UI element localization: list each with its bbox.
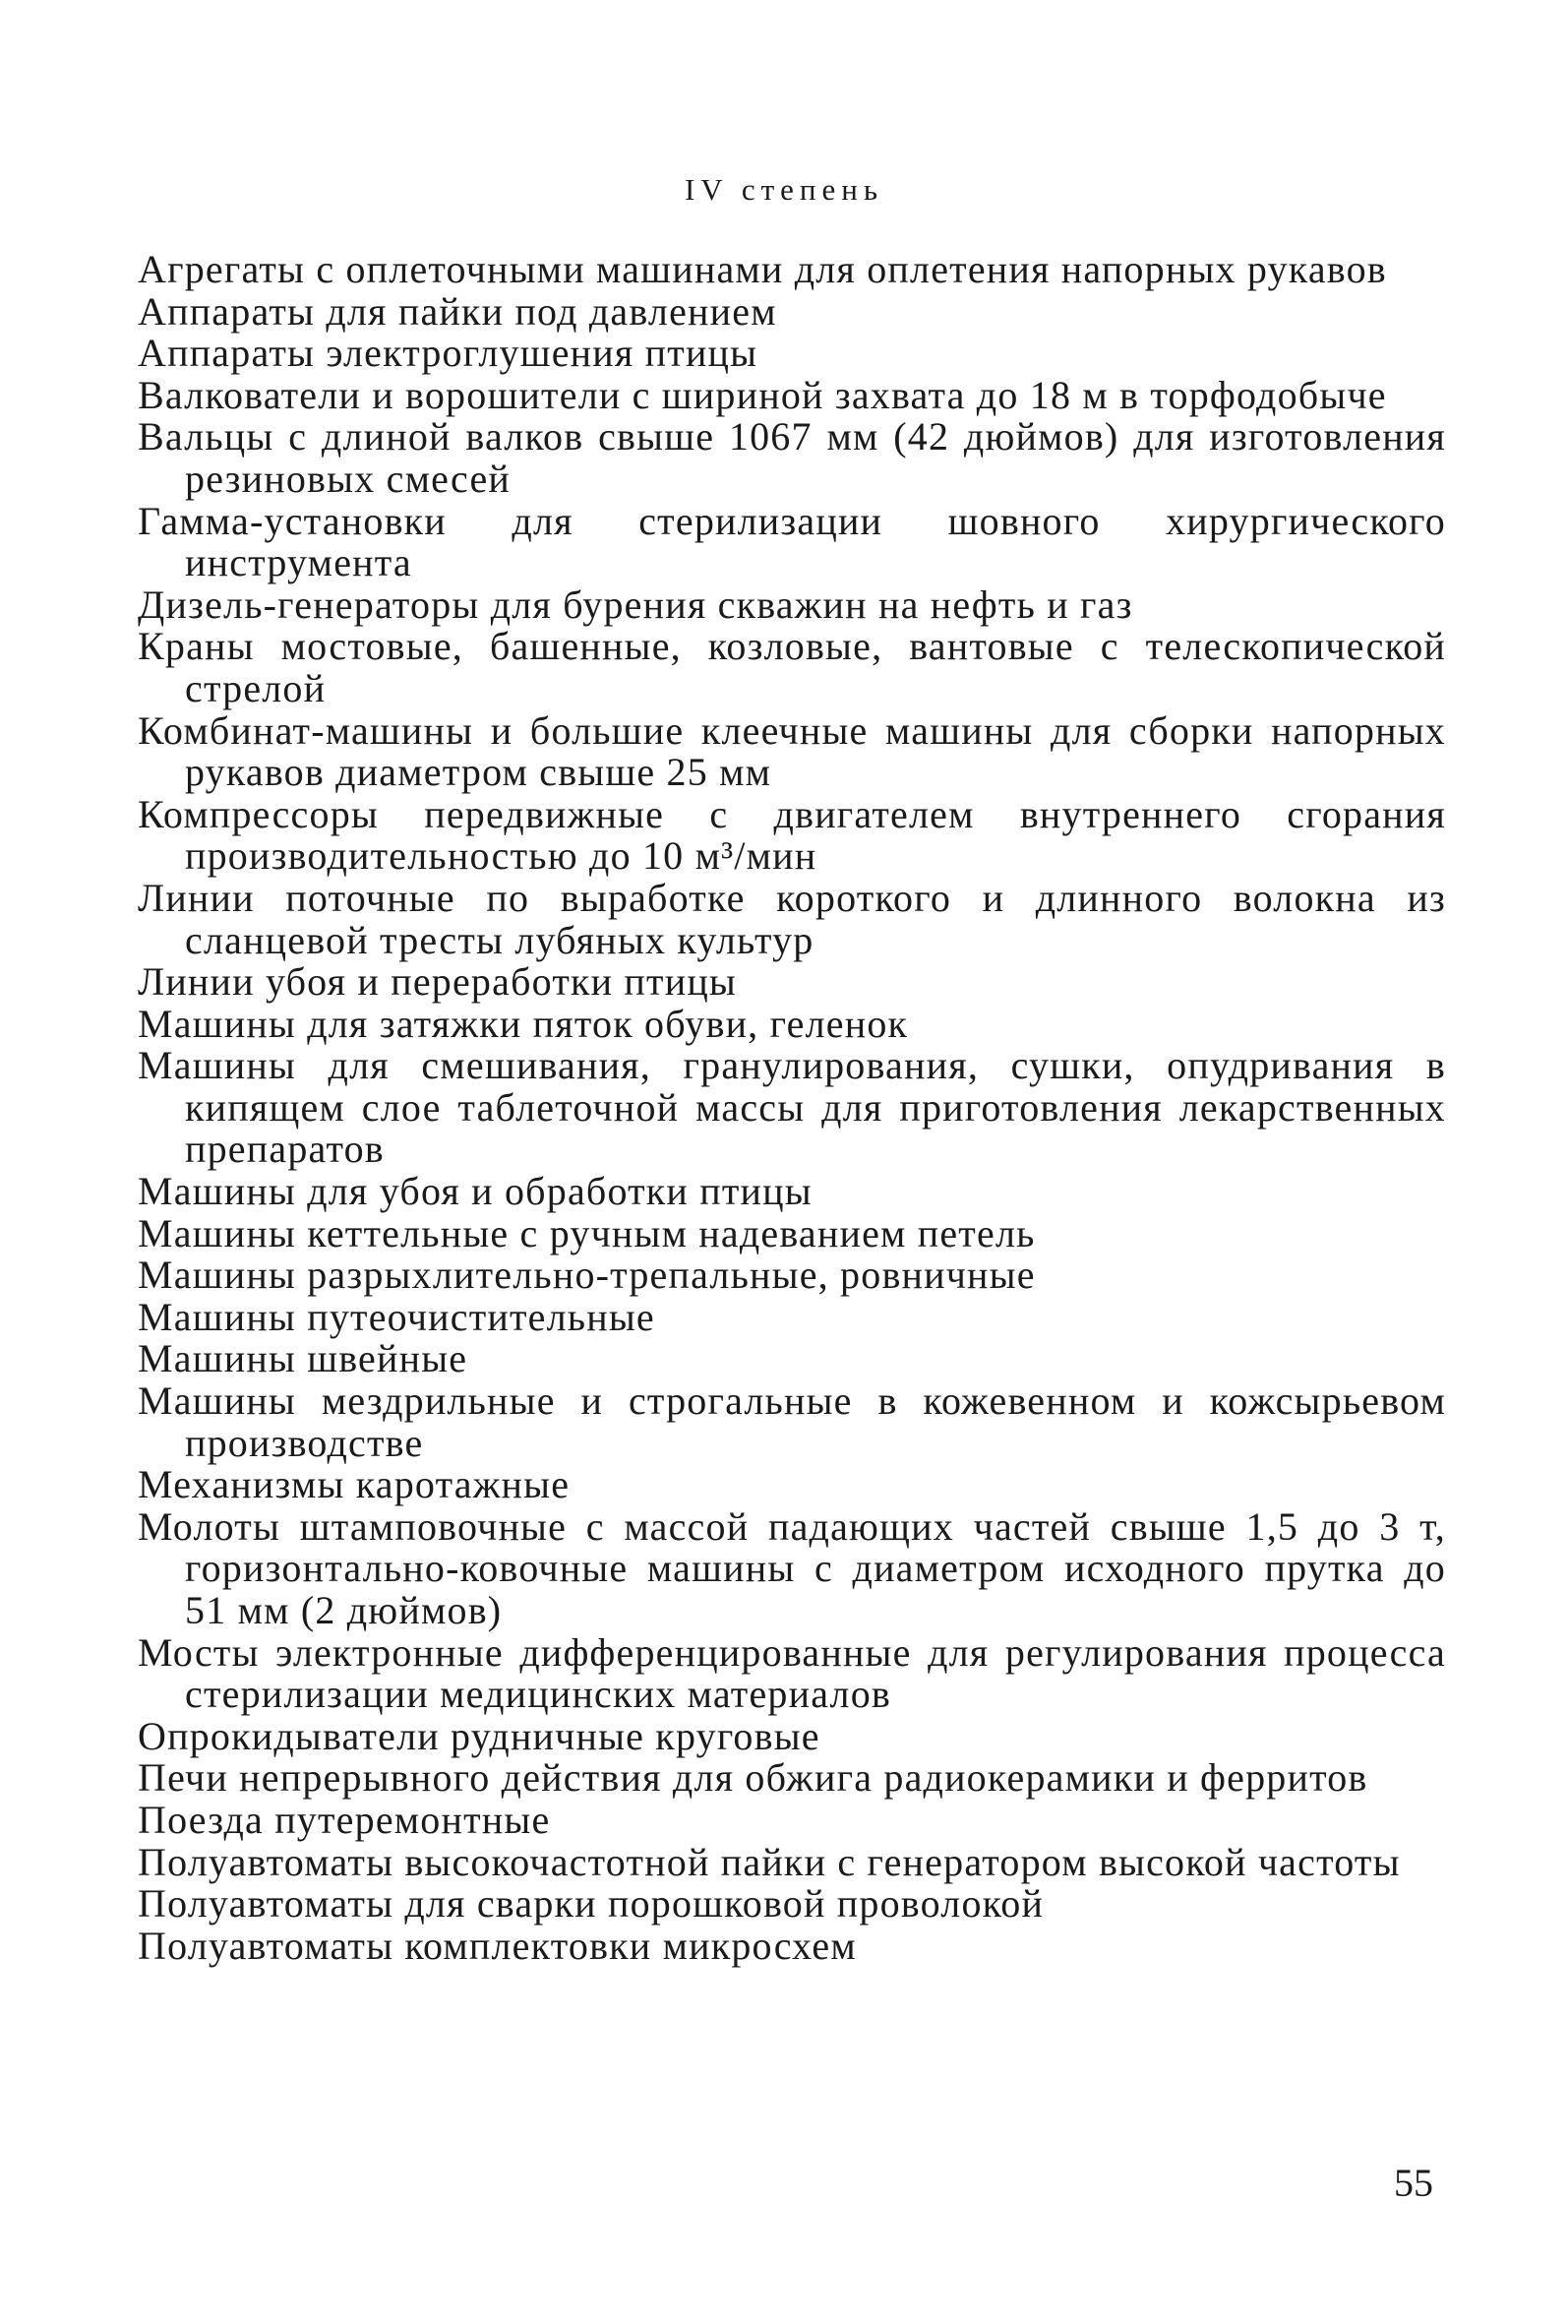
list-item: Линии убоя и переработки птицы (138, 959, 738, 1005)
list-item: Опрокидыватели рудничные круговые (138, 1713, 820, 1758)
list-item: Машины для смешивания, гранулирования, сушки, опудривания в кипящем слое таблеточной массы для приготовления лекарственных препаратов (138, 1043, 1446, 1172)
list-item: Вальцы с длиной валков свыше 1067 мм (42 дюймов) для изготовления резиновых смесей (138, 414, 1446, 501)
page-number: 55 (1394, 2161, 1433, 2205)
list-item: Машины разрыхлительно-трепальные, ровничные (138, 1253, 1036, 1298)
list-item: Краны мостовые, башенные, козловые, вантовые с телескопической стрелой (138, 624, 1446, 710)
list-item: Полуавтоматы высокочастотной пайки с генератором высокой частоты (138, 1839, 1401, 1884)
list-item: Аппараты электроглушения птицы (138, 331, 758, 376)
list-item: Полуавтоматы для сварки порошковой проволокой (138, 1881, 1045, 1926)
list-item: Машины путеочистительные (138, 1294, 655, 1339)
list-item: Линии поточные по выработке короткого и длинного волокна из сланцевой тресты лубяных культур (138, 875, 1446, 962)
list-item: Валкователи и ворошители с шириной захвата до 18 м в торфодобыче (138, 372, 1387, 417)
list-item: Машины кеттельные с ручным надеванием петель (138, 1210, 1036, 1255)
section-heading: IV степень (684, 172, 884, 207)
list-item: Машины для убоя и обработки птицы (138, 1169, 813, 1214)
list-item: Агрегаты с оплеточными машинами для оплетения напорных рукавов (138, 247, 1387, 291)
list-item: Полуавтоматы комплектовки микросхем (138, 1923, 857, 1968)
list-item: Машины мездрильные и строгальные в кожевенном и кожсырьевом производстве (138, 1378, 1446, 1465)
list-item: Мосты электронные дифференцированные для регулирования процесса стерилизации медицинских материалов (138, 1629, 1446, 1717)
list-item: Дизель-генераторы для бурения скважин на нефть и газ (138, 581, 1133, 627)
list-item: Печи непрерывного действия для обжига радиокерамики и ферритов (138, 1755, 1368, 1801)
list-item: Гамма-установки для стерилизации шовного хирургического инструмента (138, 498, 1446, 585)
list-item: Механизмы каротажные (138, 1462, 571, 1507)
list-item: Молоты штамповочные с массой падающих частей свыше 1,5 до 3 т, горизонтально-ковочные машины с диаметром исходного прутка до 51 мм (2 дюймов) (138, 1503, 1446, 1632)
equipment-list (138, 249, 1446, 1967)
list-item: Компрессоры передвижные с двигателем внутреннего сгорания производительностью до 10 м³/мин (138, 791, 1446, 879)
list-item: Машины швейные (138, 1336, 468, 1381)
list-item: Комбинат-машины и большие клеечные машины для сборки напорных рукавов диаметром свыше 25 мм (138, 707, 1446, 795)
list-item: Машины для затяжки пяток обуви, геленок (138, 1001, 909, 1046)
list-item: Аппараты для пайки под давлением (138, 288, 777, 334)
list-item: Поезда путеремонтные (138, 1797, 551, 1842)
